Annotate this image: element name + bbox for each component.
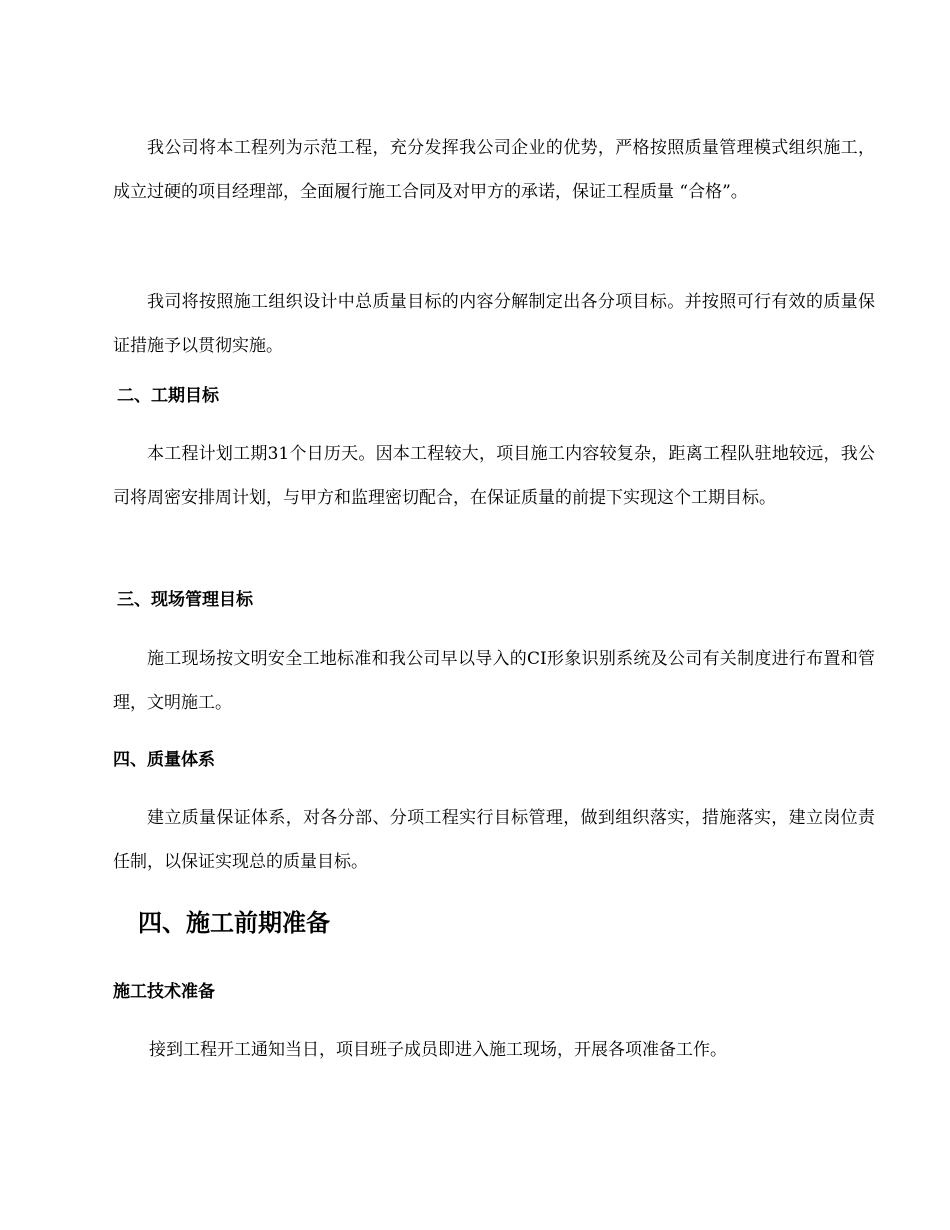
paragraph-quality-breakdown: 我司将按照施工组织设计中总质量目标的内容分解制定出各分项目标。并按照可行有效的质量保证措施予以贯彻实施。 — [113, 292, 875, 356]
paragraph-quality-system: 建立质量保证体系，对各分部、分项工程实行目标管理，做到组织落实，措施落实，建立岗位责任制，以保证实现总的质量目标。 — [113, 808, 875, 872]
paragraph-start-notice: 接到工程开工通知当日，项目班子成员即进入施工现场，开展各项准备工作。 — [149, 1040, 727, 1060]
paragraph-site-management: 施工现场按文明安全工地标准和我公司早以导入的CI形象识别系统及公司有关制度进行布置和管理，文明施工。 — [113, 649, 875, 713]
heading-site-management-target: 三、现场管理目标 — [117, 590, 253, 610]
heading-schedule-target: 二、工期目标 — [117, 386, 219, 406]
paragraph-quality-commitment: 我公司将本工程列为示范工程，充分发挥我公司企业的优势，严格按照质量管理模式组织施工，成立过硬的项目经理部，全面履行施工合同及对甲方的承诺，保证工程质量 “合格”。 — [113, 138, 875, 202]
heading-quality-system: 四、质量体系 — [113, 750, 215, 770]
paragraph-schedule: 本工程计划工期31个日历天。因本工程较大，项目施工内容较复杂，距离工程队驻地较远，我公司将周密安排周计划，与甲方和监理密切配合，在保证质量的前提下实现这个工期目标。 — [113, 444, 875, 508]
heading-technical-preparation: 施工技术准备 — [113, 982, 215, 1002]
heading-pre-construction: 四、施工前期准备 — [138, 908, 330, 937]
